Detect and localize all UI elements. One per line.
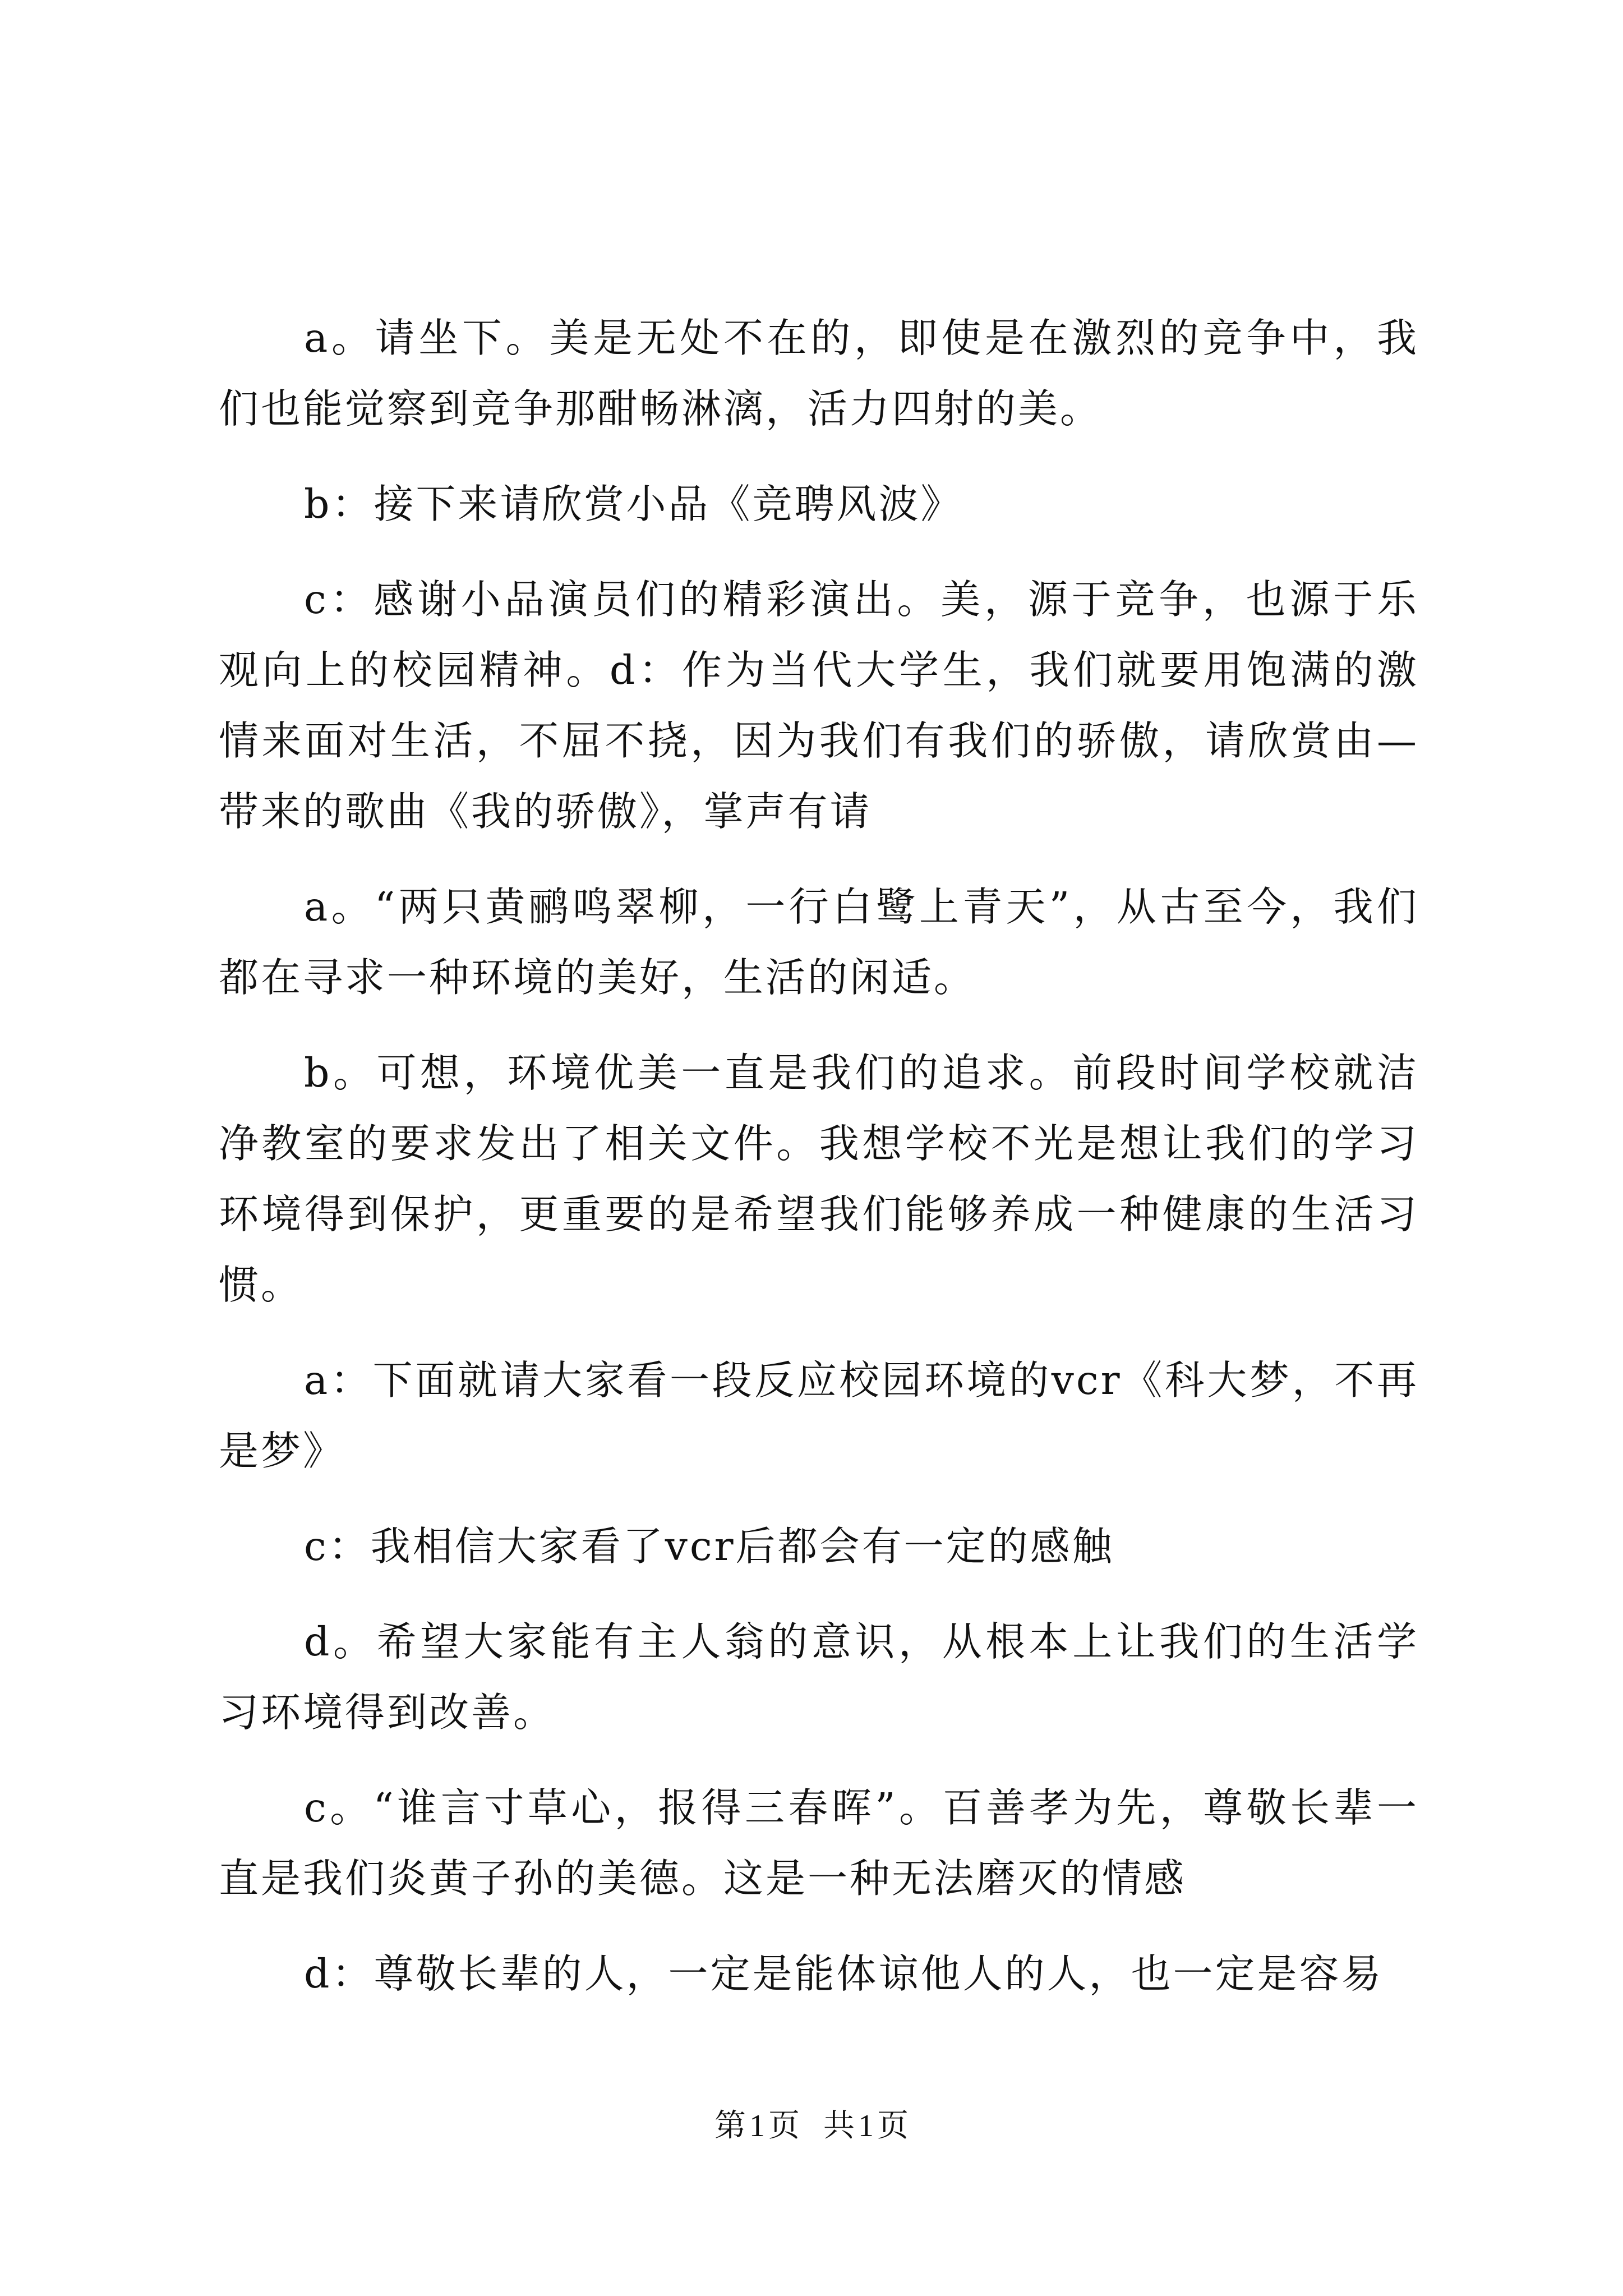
paragraph-8: d。希望大家能有主人翁的意识，从根本上让我们的生活学习环境得到改善。 [219,1618,1419,1736]
page-footer [0,2106,1623,2146]
footer-total-suffix: 页 [877,2109,909,2143]
paragraph-10: d：尊敬长辈的人，一定是能体谅他人的人，也一定是容易 [304,1950,1384,1997]
paragraph-3: c：感谢小品演员们的精彩演出。美，源于竞争，也源于乐观向上的校园精神。d：作为当代大学生，我们就要用饱满的激情来面对生活，不屈不挠，因为我们有我们的骄傲，请欣赏由—带来的歌曲《我的骄傲》，掌声有请 [219,576,1419,835]
paragraph-1: a。请坐下。美是无处不在的，即使是在激烈的竞争中，我们也能觉察到竞争那酣畅淋漓，活力四射的美。 [219,315,1419,432]
footer-total-pages: 1 [858,2109,874,2143]
footer-current-page: 1 [749,2109,765,2143]
document-body [219,303,1419,2034]
footer-page-word: 页 [768,2109,800,2143]
paragraph-6: a：下面就请大家看一段反应校园环境的vcr《科大梦，不再是梦》 [219,1357,1419,1474]
paragraph-2: b：接下来请欣赏小品《竞聘风波》 [304,481,963,527]
paragraph-5: b。可想，环境优美一直是我们的追求。前段时间学校就洁净教室的要求发出了相关文件。我想学校不光是想让我们的学习环境得到保护，更重要的是希望我们能够养成一种健康的生活习惯。 [219,1050,1419,1308]
paragraph-7: c：我相信大家看了vcr后都会有一定的感触 [304,1523,1114,1570]
paragraph-4: a。“两只黄鹂鸣翠柳，一行白鹭上青天”，从古至今，我们都在寻求一种环境的美好，生活的闲适。 [219,884,1419,1001]
footer-prefix: 第 [714,2109,746,2143]
paragraph-9: c。“谁言寸草心，报得三春晖”。百善孝为先，尊敬长辈一直是我们炎黄子孙的美德。这是一种无法磨灭的情感 [219,1784,1419,1902]
footer-total-prefix: 共 [823,2109,855,2143]
